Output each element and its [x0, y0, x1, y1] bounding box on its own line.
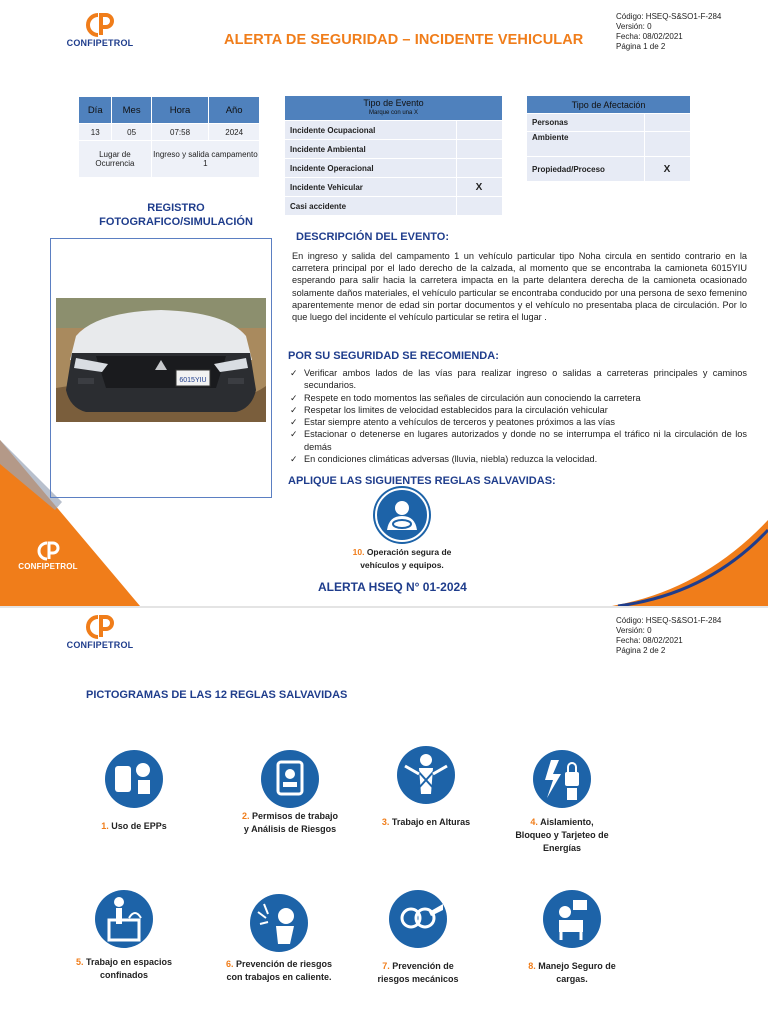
doc-page: Página 2 de 2	[616, 646, 666, 655]
doc-version: Versión: 0	[616, 626, 652, 635]
affect-row-mark	[645, 132, 691, 157]
vehicle-operation-icon	[375, 488, 429, 542]
header-ano: Año	[209, 97, 260, 124]
rule-label	[74, 956, 174, 982]
event-row-mark: X	[457, 178, 503, 197]
event-row-label: Incidente Ambiental	[285, 140, 457, 159]
rule-label	[224, 958, 334, 984]
header-dia: Día	[79, 97, 112, 124]
page-title: ALERTA DE SEGURIDAD – INCIDENTE VEHICULAR	[224, 32, 584, 48]
affect-row-mark: X	[645, 157, 691, 182]
rule-text: Prevención de riesgos mecánicos	[377, 961, 459, 984]
affect-row-label: Ambiente	[527, 132, 645, 157]
pictograms-heading: PICTOGRAMAS DE LAS 12 REGLAS SALVAVIDAS	[86, 689, 348, 701]
rule-label	[368, 960, 468, 986]
event-row-label: Incidente Vehicular	[285, 178, 457, 197]
event-row-label: Incidente Ocupacional	[285, 121, 457, 140]
recommendation-text: Respetar los limites de velocidad establecidos para la circulación vehicular	[304, 404, 608, 415]
affect-row-label: Propiedad/Proceso	[527, 157, 645, 182]
rule-text: Uso de EPPs	[111, 821, 167, 831]
header-mes: Mes	[112, 97, 151, 124]
rule-label	[240, 810, 340, 836]
rule-number: 8.	[528, 961, 536, 971]
logo-mark-icon	[83, 12, 117, 38]
recommendation-text: Estar siempre atento a vehículos de terceros y peatones próximos a las vías	[304, 417, 615, 428]
alert-code: ALERTA HSEQ N° 01-2024	[318, 580, 467, 594]
recommendations-list	[288, 367, 747, 465]
rule-label	[512, 816, 612, 855]
location-value: Ingreso y salida campamento 1	[151, 141, 259, 178]
list-item	[288, 453, 747, 465]
header-hora: Hora	[151, 97, 208, 124]
affect-type-table	[526, 95, 691, 182]
rule-number: 10.	[352, 547, 365, 557]
check-icon: ✓	[290, 417, 298, 428]
rule-number: 6.	[225, 959, 234, 969]
recommendation-text: Verificar ambos lados de las vías para realizar ingreso o salidas a carreteras principales y caminos secundarios.	[304, 368, 747, 391]
rule-card	[368, 890, 468, 986]
rule-text: Aislamiento, Bloqueo y Tarjeteo de Energías	[515, 817, 609, 853]
rule-number: 4.	[530, 817, 538, 827]
lockout-icon	[533, 750, 591, 808]
rule-number: 2.	[241, 811, 250, 821]
affect-type-header: Tipo de Afectación	[527, 96, 691, 114]
doc-info	[616, 616, 721, 656]
value-hora: 07:58	[151, 124, 208, 141]
logo-mark-icon	[35, 540, 61, 562]
list-item	[288, 428, 747, 453]
check-icon: ✓	[290, 429, 298, 440]
rule-10-label	[350, 546, 454, 572]
recommendation-text: Respete en todo momentos las señales de circulación aun conociendo la carretera	[304, 392, 641, 403]
recommend-heading: POR SU SEGURIDAD SE RECOMIENDA:	[288, 350, 499, 362]
location-label: Lugar de Ocurrencia	[79, 141, 152, 178]
permit-icon	[261, 750, 319, 808]
event-row-mark	[457, 159, 503, 178]
event-type-table	[284, 95, 503, 216]
hot-work-icon	[250, 894, 308, 952]
list-item	[288, 404, 747, 416]
rule-card	[522, 890, 622, 986]
value-mes: 05	[112, 124, 151, 141]
rule-card	[224, 894, 334, 984]
rule-text: Operación segura de vehículos y equipos.	[360, 547, 452, 570]
recommendation-text: En condiciones climáticas adversas (lluvia, niebla) reduzca la velocidad.	[304, 454, 598, 465]
rule-number: 7.	[382, 961, 390, 971]
rule-label	[522, 960, 622, 986]
event-row-mark	[457, 140, 503, 159]
photo-heading: REGISTRO FOTOGRAFICO/SIMULACIÓN	[99, 202, 253, 228]
rule-card	[84, 750, 184, 833]
logo-text: CONFIPETROL	[66, 38, 134, 48]
event-row-label: Incidente Operacional	[285, 159, 457, 178]
check-icon: ✓	[290, 392, 298, 403]
confipetrol-logo-footer	[8, 540, 88, 571]
value-dia: 13	[79, 124, 112, 141]
rule-text: Trabajo en espacios confinados	[85, 957, 173, 980]
confipetrol-logo	[60, 614, 140, 650]
rule-text: Manejo Seguro de cargas.	[538, 961, 616, 984]
doc-page: Página 1 de 2	[616, 42, 666, 51]
rule-number: 3.	[381, 817, 390, 827]
harness-icon	[397, 746, 455, 804]
value-ano: 2024	[209, 124, 260, 141]
page-2	[0, 608, 768, 1024]
rule-card	[512, 750, 612, 855]
rule-10	[350, 488, 454, 572]
rule-label	[84, 820, 184, 833]
photo-frame	[50, 238, 272, 498]
doc-code: Código: HSEQ-S&SO1-F-284	[616, 12, 722, 21]
doc-date: Fecha: 08/02/2021	[616, 636, 683, 645]
doc-date: Fecha: 08/02/2021	[616, 32, 683, 41]
event-row-mark	[457, 121, 503, 140]
vehicle-photo	[56, 298, 266, 422]
rule-label	[376, 816, 476, 829]
confined-space-icon	[95, 890, 153, 948]
load-handling-icon	[543, 890, 601, 948]
list-item	[288, 416, 747, 428]
logo-mark-icon	[83, 614, 117, 640]
rule-card	[376, 746, 476, 829]
rule-number: 1.	[101, 821, 109, 831]
doc-info	[616, 12, 721, 52]
check-icon: ✓	[290, 404, 298, 415]
rule-number: 5.	[75, 957, 84, 967]
event-row-label: Casi accidente	[285, 197, 457, 216]
doc-version: Versión: 0	[616, 22, 652, 31]
corner-decoration-right	[612, 520, 768, 606]
event-type-title: Tipo de Evento	[363, 98, 424, 108]
description-text: En ingreso y salida del campamento 1 un vehículo particular tipo Noha circula en sentido contrario en la carretera principal por el lado derecho de la calzada, al momento que se encontraba la camioneta 6015YIU esperando para salir hacia la carretera impacta en la parte delantera derecha de la camioneta ocasionado solamente daños materiales, el vehículo particular se encontraba conducido por una persona de sexo femenino aparentemente menor de edad sin portar documentos y el vehículo no presentaba placa de circulación. Por lo que luego del incidente el vehículo particular se retira el lugar .	[292, 251, 747, 323]
affect-row-mark	[645, 114, 691, 132]
description-heading: DESCRIPCIÓN DEL EVENTO:	[296, 231, 450, 243]
event-type-header	[285, 96, 503, 121]
plate-number: 6015YIU	[179, 377, 207, 384]
check-icon: ✓	[290, 454, 298, 465]
logo-text: CONFIPETROL	[18, 562, 78, 571]
logo-text: CONFIPETROL	[66, 640, 134, 650]
affect-row-label: Personas	[527, 114, 645, 132]
date-table	[78, 96, 260, 178]
rule-card	[240, 750, 340, 836]
rule-text: Trabajo en Alturas	[391, 817, 471, 827]
event-type-subtitle: Marque con una X	[368, 110, 419, 116]
recommendation-text: Estacionar o detenerse en lugares autorizados y donde no se interrumpa el tráfico ni la circulación de los demás	[304, 429, 747, 452]
rule-text: Prevención de riesgos con trabajos en caliente.	[226, 959, 333, 982]
doc-code: Código: HSEQ-S&SO1-F-284	[616, 616, 722, 625]
mechanical-icon	[389, 890, 447, 948]
ppe-icon	[105, 750, 163, 808]
check-icon: ✓	[290, 368, 298, 378]
rules-heading: APLIQUE LAS SIGUIENTES REGLAS SALVAVIDAS:	[288, 475, 556, 487]
list-item	[288, 392, 747, 404]
rule-card	[74, 890, 174, 982]
confipetrol-logo	[60, 12, 140, 48]
event-row-mark	[457, 197, 503, 216]
rule-text: Permisos de trabajo y Análisis de Riesgos	[243, 811, 339, 834]
list-item	[288, 367, 747, 392]
